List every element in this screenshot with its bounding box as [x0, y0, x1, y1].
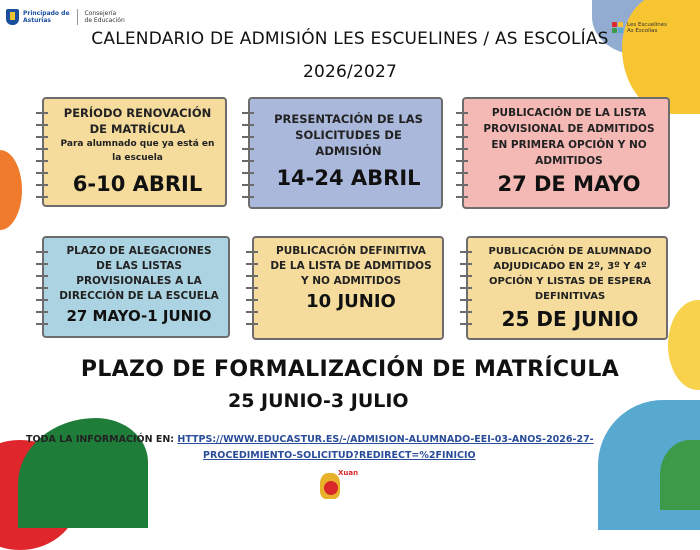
- logo-line-2: Asturias: [23, 17, 51, 24]
- card-heading: PLAZO DE ALEGACIONES DE LAS LISTAS PROVISIONALES A LA DIRECCIÓN DE LA ESCUELA: [59, 245, 219, 302]
- principado-logo: [6, 9, 125, 25]
- card-date: 10 JUNIO: [306, 291, 396, 312]
- card-date: 25 DE JUNIO: [501, 307, 639, 331]
- escuelines-name-1: Les Escuelines: [627, 22, 667, 28]
- page-title: CALENDARIO DE ADMISIÓN LES ESCUELINES / AS ESCOLÍAS: [91, 29, 609, 49]
- card-lista-definitiva: [252, 236, 444, 340]
- decor-shape-orange-left: [0, 150, 22, 230]
- formalizacion-date: 25 JUNIO-3 JULIO: [228, 390, 409, 412]
- card-subheading: Para alumnado que ya está en la escuela: [60, 139, 215, 163]
- info-label: TODA LA INFORMACIÓN EN:: [26, 434, 175, 445]
- card-plazo-alegaciones: [42, 236, 230, 338]
- card-heading: PERÍODO RENOVACIÓN DE MATRÍCULA: [63, 106, 212, 136]
- logo-line-1: Principado de: [23, 10, 70, 17]
- mascot-tag: Xuan: [338, 469, 359, 477]
- card-date: 14-24 ABRIL: [276, 166, 421, 190]
- card-renovacion-matricula: [42, 97, 227, 207]
- consejeria-line-1: Consejería: [84, 10, 117, 17]
- consejeria-line-2: de Educación: [84, 17, 125, 24]
- card-heading: PUBLICACIÓN DE LA LISTA PROVISIONAL DE ADMITIDOS EN PRIMERA OPCIÓN Y NO ADMITIDOS: [483, 107, 655, 167]
- card-date: 27 MAYO-1 JUNIO: [66, 307, 212, 325]
- card-heading: PUBLICACIÓN DE ALUMNADO ADJUDICADO EN 2º, 3º Y 4º OPCIÓN Y LISTAS DE ESPERA DEFINITIVAS: [488, 246, 652, 302]
- card-heading: PRESENTACIÓN DE LAS SOLICITUDES DE ADMISIÓN: [274, 112, 423, 158]
- card-heading: PUBLICACIÓN DEFINITIVA DE LA LISTA DE ADMITIDOS Y NO ADMITIDOS: [270, 245, 432, 287]
- asturias-shield-icon: [6, 9, 19, 25]
- formalizacion-title: PLAZO DE FORMALIZACIÓN DE MATRÍCULA: [80, 357, 620, 382]
- card-presentacion-solicitudes: [248, 97, 443, 209]
- educastur-link-line-1[interactable]: HTTPS://WWW.EDUCASTUR.ES/-/ADMISION-ALUMNADO-EEI-03-ANOS-2026-27-: [177, 434, 594, 445]
- info-block: [26, 432, 686, 464]
- page-year: 2026/2027: [302, 62, 398, 82]
- card-alumnado-adjudicado: [466, 236, 668, 340]
- card-date: 27 DE MAYO: [497, 172, 641, 196]
- educastur-link-line-2[interactable]: PROCEDIMIENTO-SOLICITUD?REDIRECT=%2FINICIO: [203, 450, 476, 461]
- mascot-illustration: [314, 467, 359, 503]
- card-lista-provisional: [462, 97, 670, 209]
- escuelines-name-2: As Escolías: [627, 28, 658, 34]
- card-date: 6-10 ABRIL: [72, 172, 203, 196]
